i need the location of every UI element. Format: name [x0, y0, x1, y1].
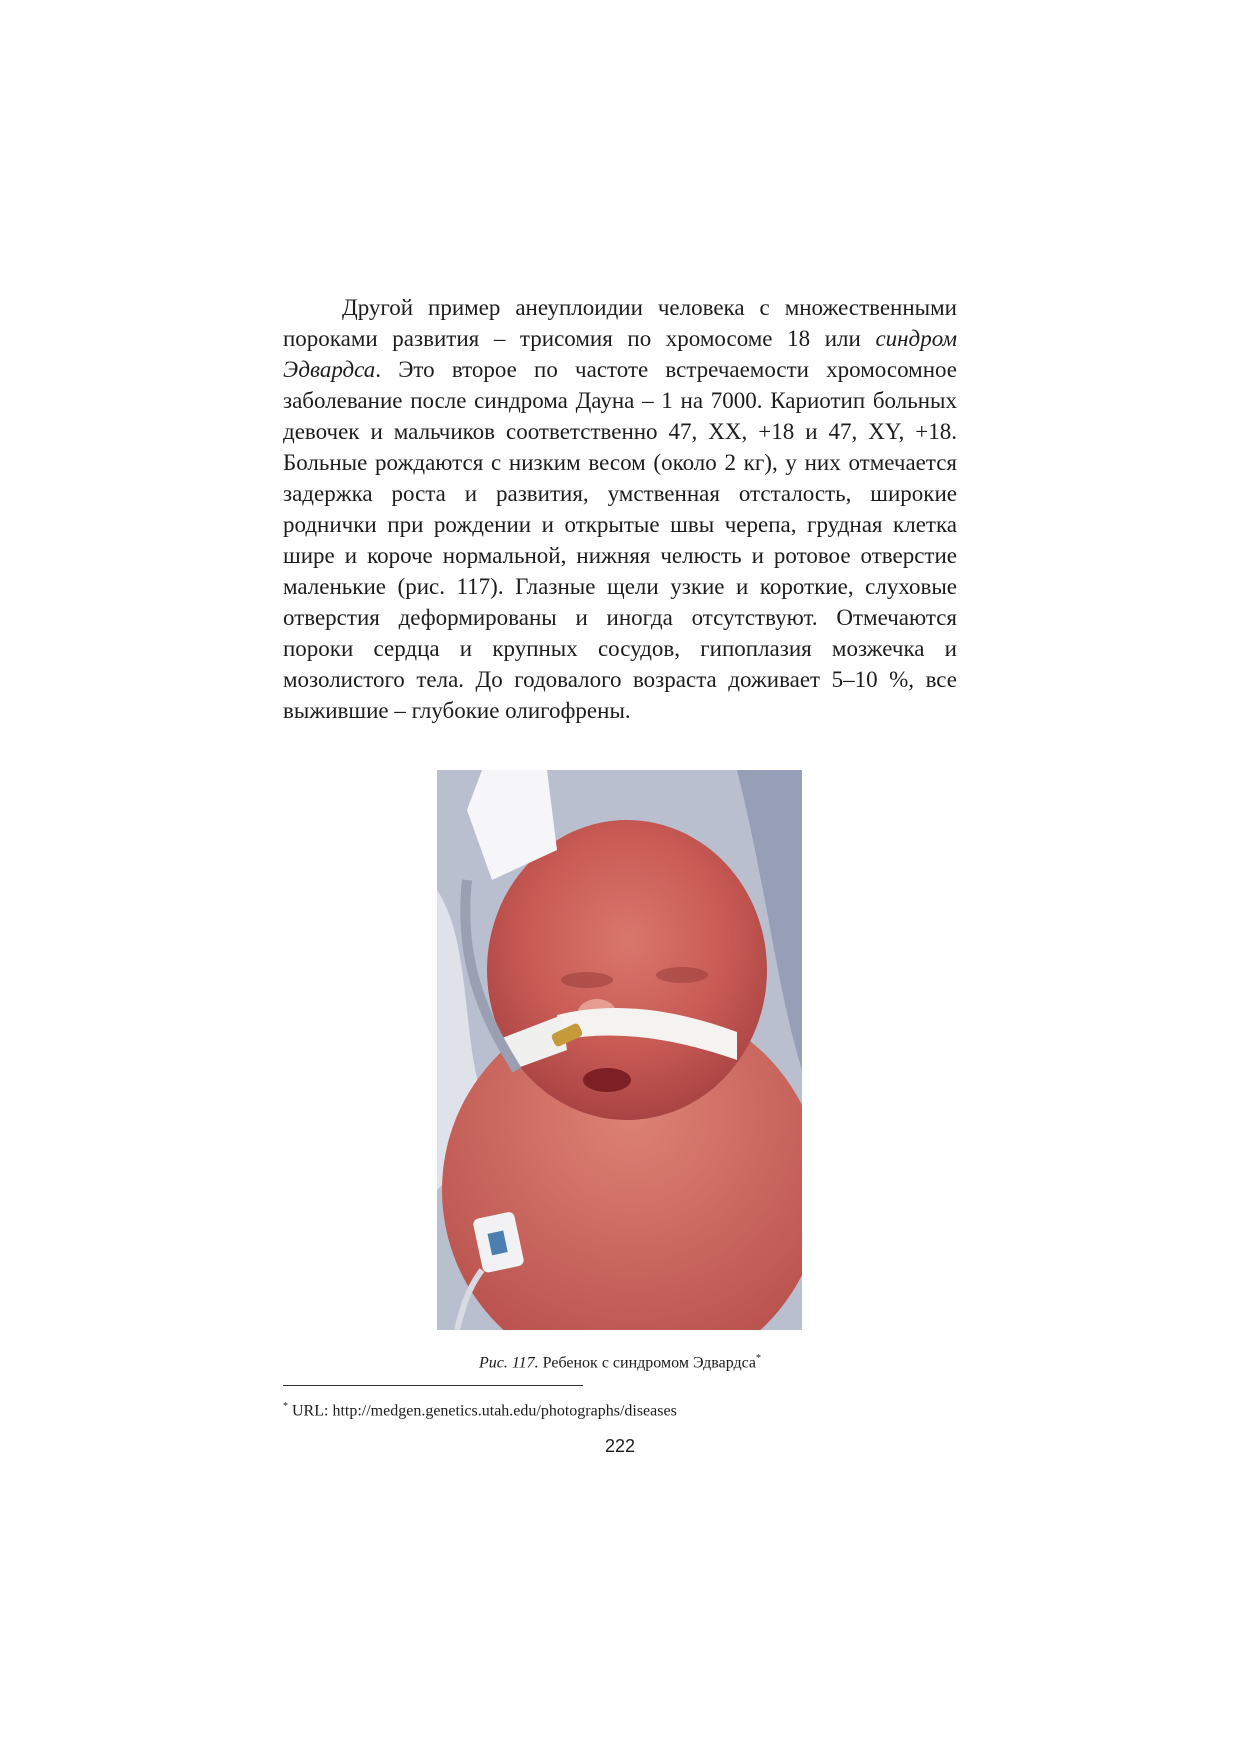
page-number: 222: [604, 1436, 636, 1456]
paragraph-emphasis: синдром Эдвардса: [283, 326, 957, 382]
caption-text: Ребенок с синдромом Эдвардса: [538, 1354, 757, 1372]
paragraph-text-1: Другой пример анеуплоидии человека с множественными пороками развития – трисомия по хромосоме 18 или: [283, 295, 957, 351]
figure-photo: [437, 770, 802, 1330]
infant-photo-illustration: [437, 770, 802, 1330]
footnote: [283, 1397, 957, 1421]
paragraph-text-2: . Это второе по частоте встречаемости хромосомное заболевание после синдрома Дауна – 1 на 7000. Кариотип больных девочек и мальчиков соответственно 47, XX, +18 и 47, XY, +18. Больные рождаются с низким весом (около 2 кг), у них отмечается задержка роста и развития, умственная отсталость, широкие роднички при рождении и открытые швы черепа, грудная клетка шире и короче нормальной, нижняя челюсть и ротовое отверстие маленькие (рис. 117). Глазные щели узкие и короткие, слуховые отверстия деформированы и иногда отсутствуют. Отмечаются пороки сердца и крупных сосудов, гипоплазия мозжечка и мозолистого тела. До годовалого возраста доживает 5–10 %, все выжившие – глубокие олигофрены.: [283, 357, 957, 723]
footnote-divider: [283, 1385, 583, 1386]
caption-footnote-mark: *: [756, 1353, 762, 1364]
footnote-text: URL: http://medgen.genetics.utah.edu/photographs/diseases: [288, 1402, 677, 1420]
footnote-mark: *: [283, 1401, 288, 1412]
caption-label: Рис. 117.: [478, 1354, 539, 1372]
figure-caption: [283, 1349, 957, 1373]
body-paragraph: [283, 292, 957, 726]
